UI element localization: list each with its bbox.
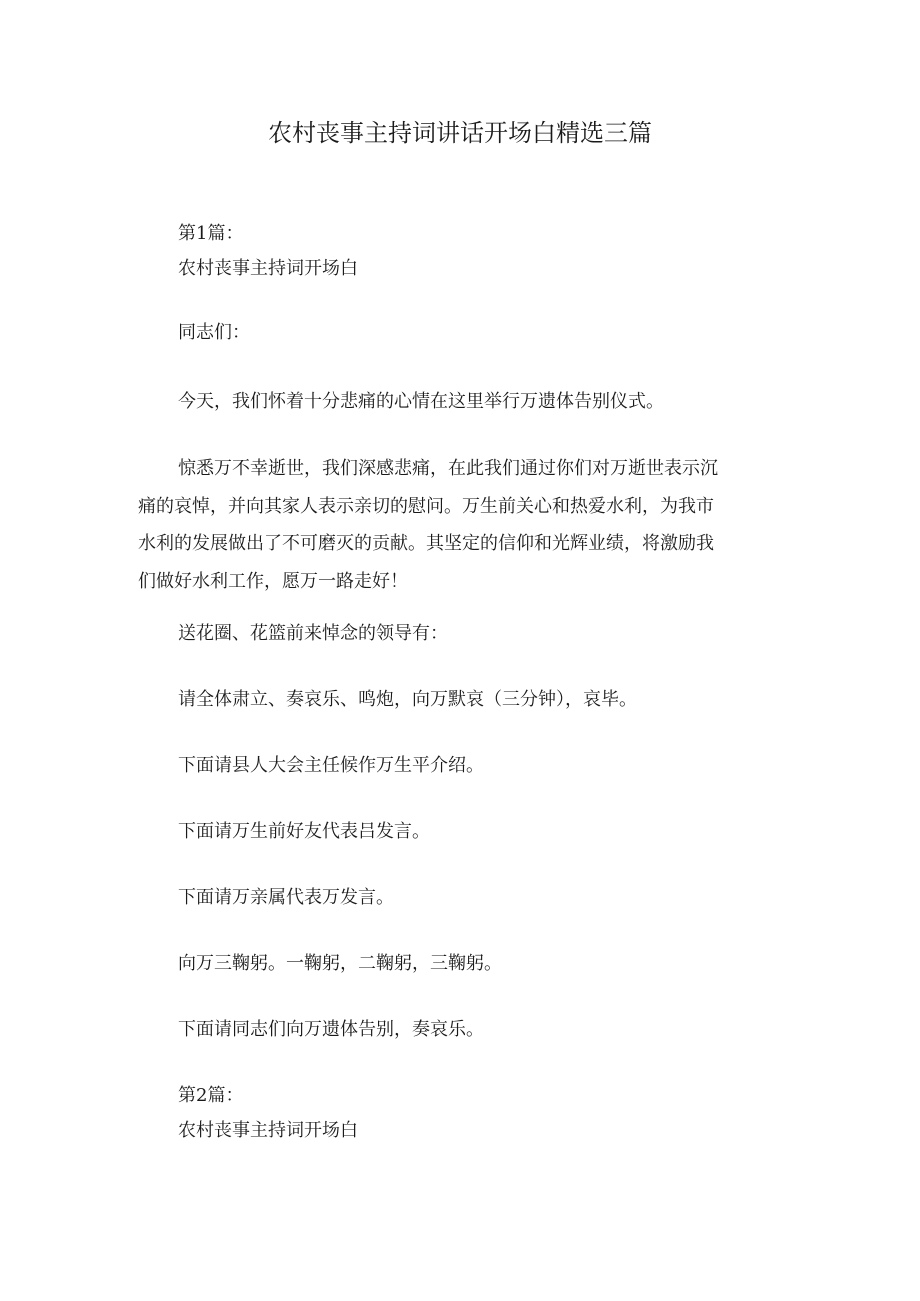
paragraph-line: 惊悉万不幸逝世，我们深感悲痛，在此我们通过你们对万逝世表示沉 — [178, 458, 718, 479]
silence-line: 请全体肃立、奏哀乐、鸣炮，向万默哀（三分钟），哀毕。 — [178, 689, 637, 710]
family-speech-line: 下面请万亲属代表万发言。 — [178, 887, 394, 908]
bow-line: 向万三鞠躬。一鞠躬，二鞠躬，三鞠躬。 — [178, 953, 502, 974]
part2-heading: 第2篇： — [178, 1085, 244, 1106]
part1-heading: 第1篇： — [178, 223, 244, 244]
document-title: 农村丧事主持词讲话开场白精选三篇 — [268, 119, 652, 147]
part2-subtitle: 农村丧事主持词开场白 — [178, 1120, 358, 1141]
paragraph-line: 们做好水利工作，愿万一路走好！ — [138, 570, 408, 592]
friend-speech-line: 下面请万生前好友代表吕发言。 — [178, 821, 430, 842]
part1-subtitle: 农村丧事主持词开场白 — [178, 258, 358, 279]
paragraph-line: 痛的哀悼，并向其家人表示亲切的慰问。万生前关心和热爱水利，为我市 — [138, 495, 714, 517]
condolence-paragraph — [138, 450, 788, 600]
wreath-line: 送花圈、花篮前来悼念的领导有： — [178, 623, 448, 644]
paragraph-line: 水利的发展做出了不可磨灭的贡献。其坚定的信仰和光辉业绩，将激励我 — [138, 533, 714, 554]
intro-line: 下面请县人大会主任候作万生平介绍。 — [178, 755, 484, 776]
opening-line: 今天，我们怀着十分悲痛的心情在这里举行万遗体告别仪式。 — [178, 391, 664, 412]
greeting: 同志们： — [178, 322, 250, 343]
farewell-line: 下面请同志们向万遗体告别，奏哀乐。 — [178, 1019, 484, 1040]
